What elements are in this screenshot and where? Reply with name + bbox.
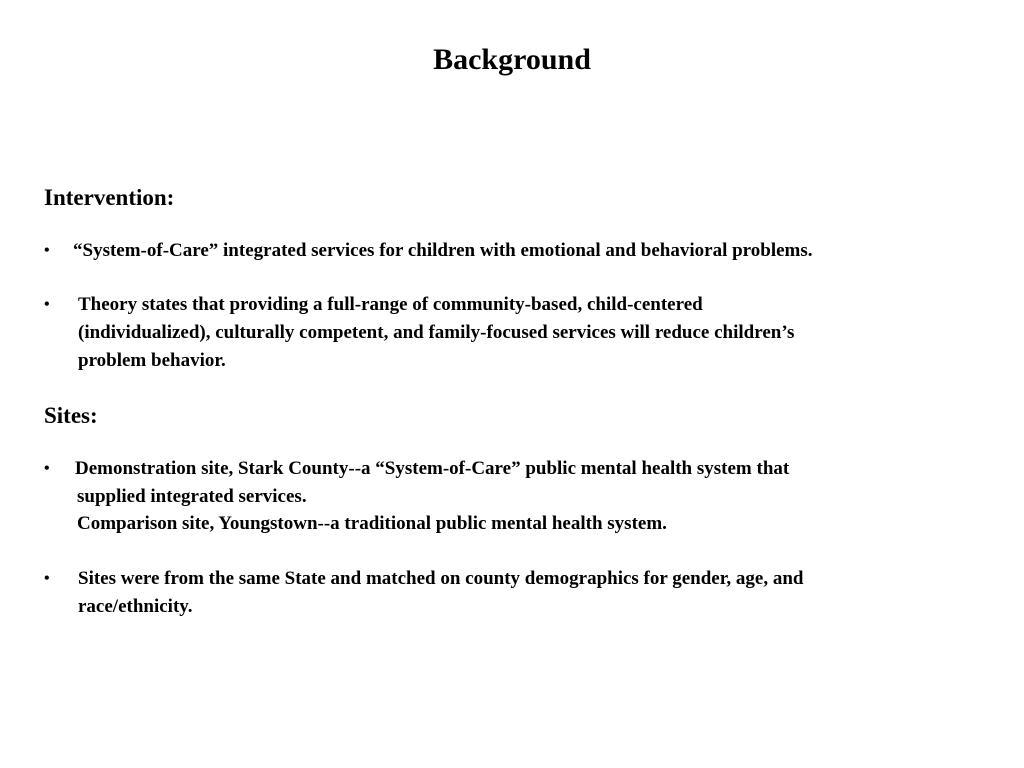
bullet-text-line: race/ethnicity. [78,596,193,617]
bullet-text-line: (individualized), culturally competent, and family-focused services will reduce children’s [78,322,795,343]
bullet-text-line: Comparison site, Youngstown--a traditional public mental health system. [77,513,667,534]
bullet-text-line: Theory states that providing a full-range of community-based, child-centered [78,294,703,315]
bullet-icon: • [44,296,50,313]
bullet-text: “System-of-Care” integrated services for children with emotional and behavioral problems. [73,240,813,261]
section-heading-sites: Sites: [44,403,98,428]
bullet-icon: • [44,460,50,477]
bullet-icon: • [44,570,50,587]
bullet-text-line: Demonstration site, Stark County--a “System-of-Care” public mental health system that [75,458,790,479]
section-heading-intervention: Intervention: [44,185,175,210]
bullet-text-line: problem behavior. [78,350,226,371]
bullet-text-line: supplied integrated services. [77,486,307,507]
bullet-icon: • [44,242,50,259]
bullet-text-line: Sites were from the same State and matched on county demographics for gender, age, and [78,568,804,589]
slide-title: Background [433,43,591,76]
